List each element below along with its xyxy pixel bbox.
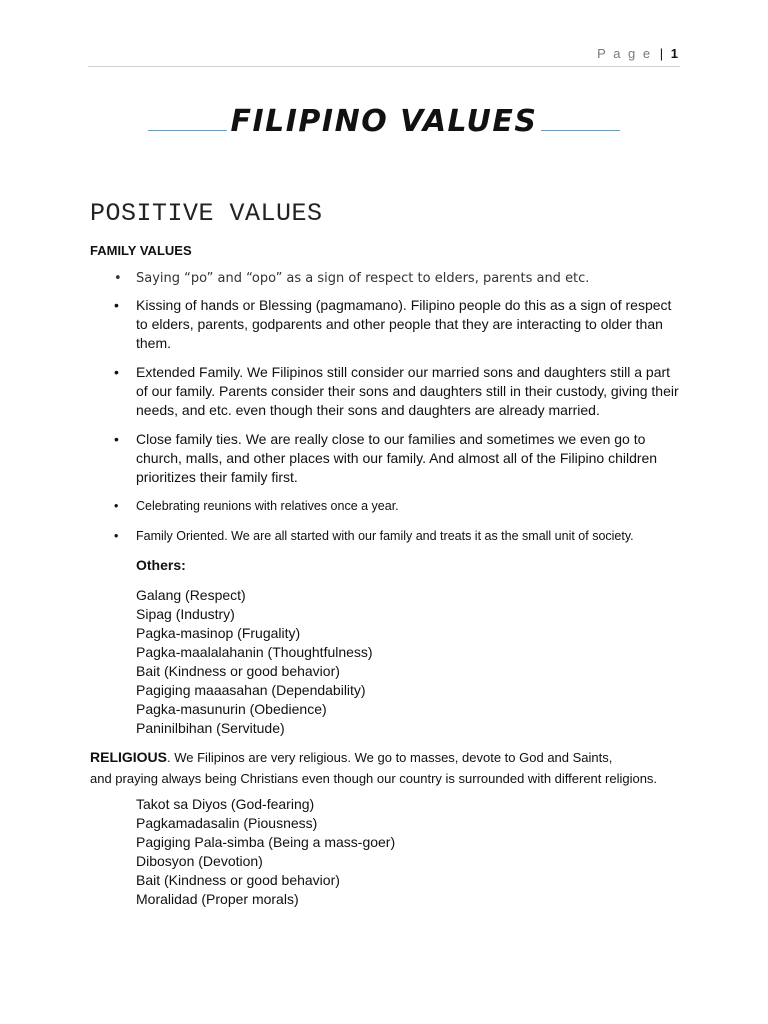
- list-item: Pagka-masinop (Frugality): [136, 625, 301, 641]
- page-header: [88, 46, 680, 67]
- list-item: • Close family ties. We are really close to our families and sometimes we even go to church, malls, and other places with our family. And almost all of the Filipino children prioritizes their family first.: [114, 431, 658, 485]
- list-item-text: Extended Family. We Filipinos still consider our married sons and daughters still a part of our family. Parents consider their sons and daughters still in their custody, giving their needs, and etc. even though their sons and daughters are already married.: [136, 364, 679, 418]
- religious-text-continued: and praying always being Christians even though our country is surrounded with different religions.: [90, 771, 658, 786]
- list-item: • Kissing of hands or Blessing (pagmamano). Filipino people do this as a sign of respect to elders, parents, godparents and other people that they are interacting to older than them.: [114, 297, 672, 351]
- list-item: • Extended Family. We Filipinos still consider our married sons and daughters still a part of our family. Parents consider their sons and daughters still in their custody, giving their needs, and etc. even though their sons and daughters are already married.: [114, 364, 679, 418]
- list-item: Paninilbihan (Servitude): [136, 720, 285, 736]
- others-heading: Others:: [136, 557, 186, 573]
- section-heading: POSITIVE VALUES: [90, 199, 323, 228]
- list-item-text: Family Oriented. We are all started with our family and treats it as the small unit of society.: [136, 529, 634, 543]
- list-item: Sipag (Industry): [136, 606, 235, 622]
- list-item: Galang (Respect): [136, 587, 246, 603]
- list-item: Takot sa Diyos (God-fearing): [136, 796, 315, 812]
- list-item: Pagkamadasalin (Piousness): [136, 815, 318, 831]
- list-item: Moralidad (Proper morals): [136, 891, 299, 907]
- page-number-value: 1: [670, 46, 678, 61]
- document-title-wrap: [0, 104, 768, 139]
- list-item-text: Saying “po” and “opo” as a sign of respect to elders, parents and etc.: [136, 271, 590, 286]
- list-item-text: Celebrating reunions with relatives once a year.: [136, 499, 399, 513]
- religious-paragraph: [90, 747, 690, 789]
- list-item: Pagka-masunurin (Obedience): [136, 701, 327, 717]
- religious-heading: RELIGIOUS: [90, 749, 168, 765]
- list-item: Pagka-maalalahanin (Thoughtfulness): [136, 644, 373, 660]
- others-list: [136, 586, 373, 738]
- family-values-list: [90, 269, 680, 557]
- list-item-text: Kissing of hands or Blessing (pagmamano). Filipino people do this as a sign of respect to elders, parents, godparents and other people that they are interacting to older than them.: [136, 297, 672, 351]
- list-item: • Family Oriented. We are all started with our family and treats it as the small unit of society.: [114, 529, 634, 543]
- religious-list: [136, 795, 395, 909]
- list-item: Bait (Kindness or good behavior): [136, 872, 340, 888]
- page-label: P a g e: [597, 46, 653, 61]
- list-item: • Celebrating reunions with relatives once a year.: [114, 499, 399, 513]
- list-item: Pagiging maaasahan (Dependability): [136, 682, 366, 698]
- list-item: Bait (Kindness or good behavior): [136, 663, 340, 679]
- list-item: Pagiging Pala-simba (Being a mass-goer): [136, 834, 396, 850]
- page-separator: |: [659, 46, 664, 61]
- document-title: FILIPINO VALUES: [227, 104, 542, 139]
- family-values-heading: FAMILY VALUES: [90, 243, 192, 258]
- religious-text: . We Filipinos are very religious. We go to masses, devote to God and Saints,: [167, 750, 613, 765]
- list-item: • Saying “po” and “opo” as a sign of respect to elders, parents and etc.: [114, 271, 590, 286]
- page-number: [597, 46, 678, 61]
- list-item: Dibosyon (Devotion): [136, 853, 263, 869]
- list-item-text: Close family ties. We are really close to our families and sometimes we even go to church, malls, and other places with our family. And almost all of the Filipino children prioritizes their family first.: [136, 431, 658, 485]
